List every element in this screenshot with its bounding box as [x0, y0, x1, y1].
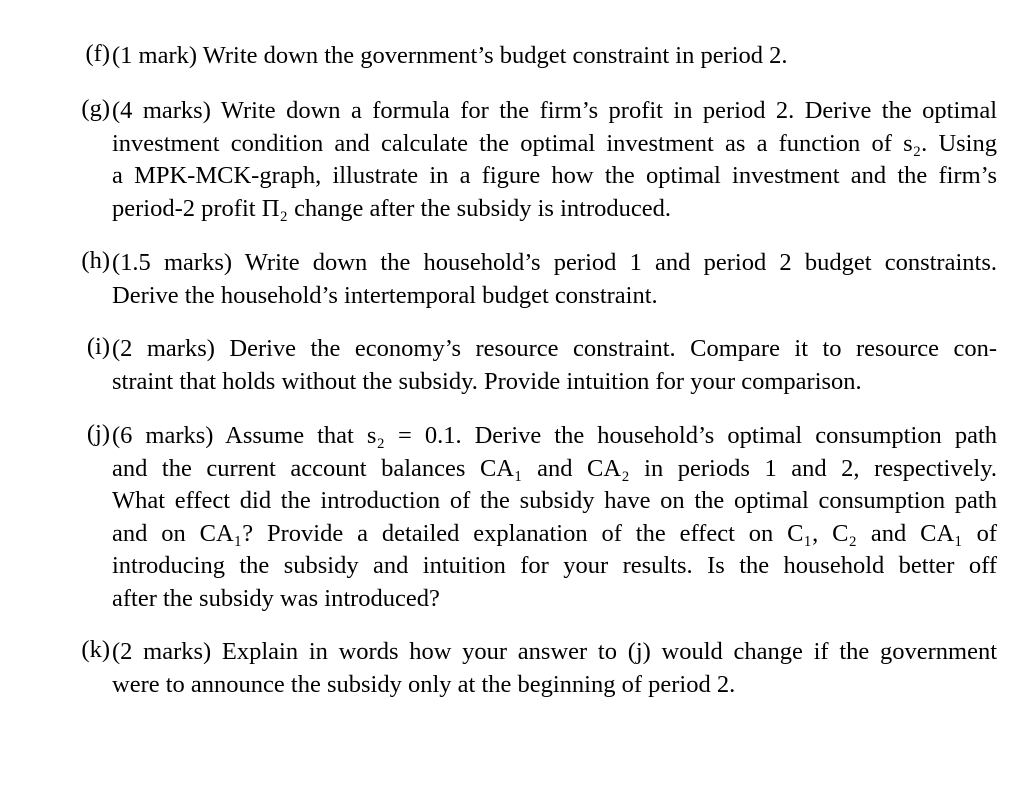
- text-segment: ? Provide a detailed explanation of the effect on: [242, 519, 788, 547]
- question-label: (f): [85, 40, 110, 67]
- question-text: [112, 247, 997, 312]
- text-line: [112, 550, 997, 583]
- text-segment: . Using: [921, 129, 997, 157]
- text-line: [112, 669, 997, 702]
- text-line: [112, 333, 997, 366]
- text-line: [112, 247, 997, 280]
- text-line: [112, 160, 997, 193]
- question-label: (i): [86, 333, 110, 360]
- text-segment: CA₁: [479, 454, 523, 482]
- text-segment: = 0.1. Derive the household’s optimal consumption path: [384, 422, 998, 449]
- text-line: [112, 40, 997, 73]
- text-segment: C₁: [787, 519, 813, 547]
- text-segment: Π₂: [261, 194, 288, 222]
- question-text: [112, 333, 997, 398]
- text-segment: and on: [112, 519, 200, 547]
- text-segment: CA₁: [920, 519, 963, 547]
- text-segment: a MPK-MCK-graph, illustrate in a figure how the optimal investment and the firm’s: [112, 162, 997, 189]
- text-segment: s₂: [366, 422, 385, 449]
- question-text: [112, 95, 997, 225]
- text-segment: ,: [812, 519, 833, 547]
- text-segment: What effect did the introduction of the subsidy have on the optimal consumption path: [112, 487, 997, 514]
- text-line: [112, 636, 997, 669]
- text-segment: CA₁: [199, 519, 243, 547]
- text-line: [112, 95, 997, 128]
- text-segment: straint that holds without the subsidy. Provide intuition for your comparison.: [112, 367, 862, 395]
- question-label: (k): [81, 636, 110, 663]
- question-label: (g): [81, 95, 110, 122]
- question-label: (j): [86, 420, 110, 447]
- text-segment: (1 mark) Write down the government’s budget constraint in period 2.: [112, 42, 788, 69]
- text-segment: and: [856, 519, 921, 547]
- text-line: [112, 518, 997, 551]
- text-segment: (1.5 marks) Write down the household’s period 1 and period 2 budget constraints.: [112, 249, 997, 276]
- text-segment: of: [962, 519, 997, 547]
- text-segment: investment condition and calculate the optimal investment as a function of: [112, 129, 904, 157]
- text-line: [112, 280, 997, 313]
- text-line: [112, 583, 997, 616]
- text-line: [112, 193, 997, 226]
- text-segment: (2 marks) Explain in words how your answer to (j) would change if the government: [112, 638, 997, 665]
- text-line: [112, 128, 997, 161]
- text-line: [112, 453, 997, 486]
- text-segment: after the subsidy was introduced?: [112, 584, 440, 612]
- text-segment: CA₂: [587, 454, 630, 482]
- text-segment: C₂: [832, 519, 857, 547]
- text-segment: (6 marks) Assume that: [112, 422, 367, 449]
- text-segment: s₂: [903, 129, 922, 157]
- text-segment: (2 marks) Derive the economy’s resource constraint. Compare it to resource con-: [112, 335, 997, 362]
- text-line: [112, 420, 997, 453]
- text-segment: Derive the household’s intertemporal budget constraint.: [112, 281, 658, 309]
- text-segment: and the current account balances: [112, 454, 480, 482]
- text-segment: and: [522, 454, 588, 482]
- question-text: [112, 636, 997, 701]
- text-segment: were to announce the subsidy only at the beginning of period 2.: [112, 670, 736, 698]
- text-segment: (4 marks) Write down a formula for the firm’s profit in period 2. Derive the optimal: [112, 97, 997, 124]
- text-segment: in periods 1 and 2, respectively.: [629, 454, 998, 482]
- text-segment: change after the subsidy is introduced.: [287, 194, 671, 222]
- text-segment: introducing the subsidy and intuition for your results. Is the household better off: [112, 552, 997, 579]
- text-line: [112, 366, 997, 399]
- question-label: (h): [81, 247, 110, 274]
- question-text: [112, 420, 997, 615]
- text-segment: period-2 profit: [112, 194, 262, 222]
- text-line: [112, 485, 997, 518]
- question-text: [112, 40, 997, 73]
